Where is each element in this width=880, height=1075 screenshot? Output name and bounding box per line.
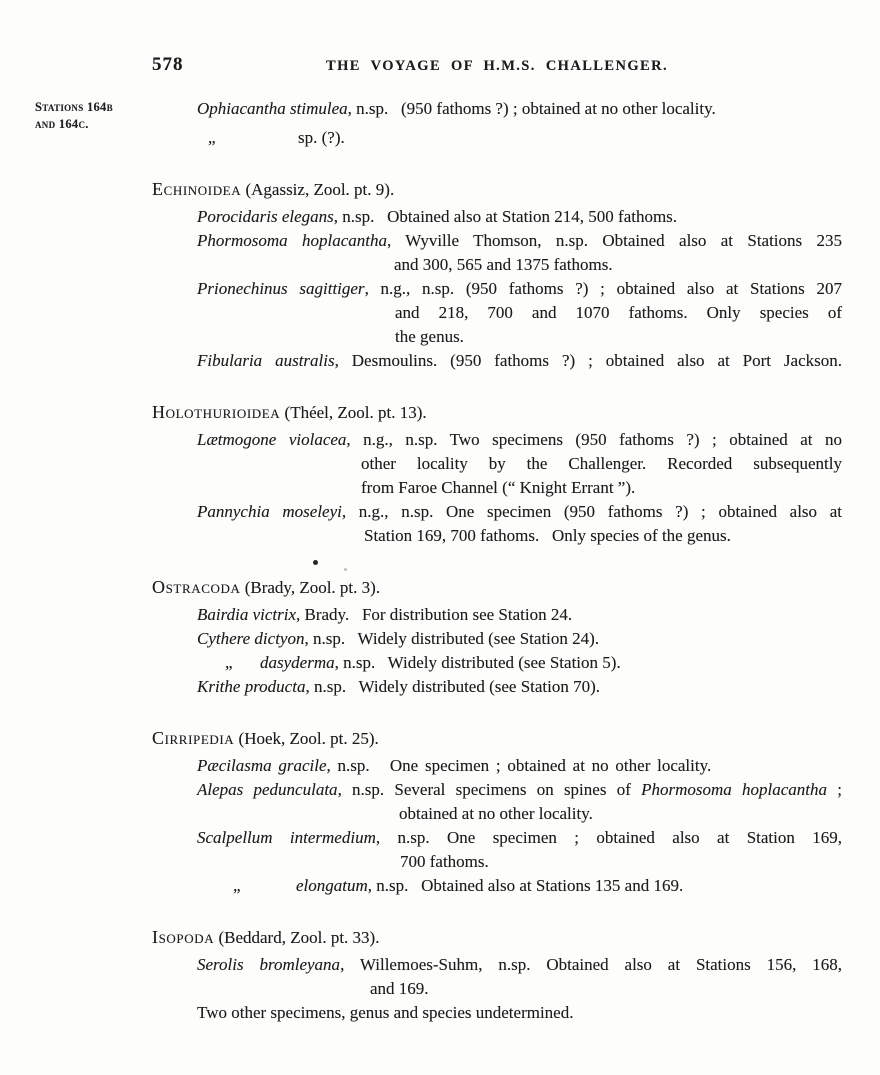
species-name: Serolis bromleyana <box>197 955 341 974</box>
species-entry-line <box>197 627 842 651</box>
species-name: Pæcilasma gracile <box>197 756 327 775</box>
page-header <box>152 55 842 75</box>
entry-description: , n.g., n.sp. Two specimens (950 fathoms ?) ; obtained at no <box>346 430 842 449</box>
species-entry-line <box>197 428 842 452</box>
species-name: dasyderma <box>260 653 335 672</box>
entry-continuation-line: and 218, 700 and 1070 fathoms. Only species of <box>395 303 842 322</box>
section-holothurioidea <box>152 400 842 548</box>
ditto-mark: „ <box>208 128 216 147</box>
species-entry-line <box>197 754 842 778</box>
species-name: Fibularia australis <box>197 351 335 370</box>
entry-continuation-line: the genus. <box>395 327 464 346</box>
running-header: THE VOYAGE OF H.M.S. CHALLENGER. <box>326 58 668 74</box>
species-entry-line <box>197 826 842 850</box>
entry-description: , Brady. For distribution see Station 24. <box>296 605 573 624</box>
entry-description: , n.g., n.sp. One specimen (950 fathoms ?) ; obtained also at <box>341 502 842 521</box>
species-name: Ophiacantha stimulea <box>197 99 348 118</box>
entry-description: , n.sp. (950 fathoms ?) ; obtained at no other locality. <box>347 99 716 118</box>
species-name: Porocidaris elegans <box>197 207 334 226</box>
entry-description: , Willemoes-Suhm, n.sp. Obtained also at Stations 156, 168, <box>340 955 842 974</box>
species-entry-line <box>197 603 842 627</box>
entry-description: , n.sp. Widely distributed (see Station 5). <box>334 653 621 672</box>
entry-continuation-line: other locality by the Challenger. Recorded subsequently <box>361 454 842 473</box>
species-name: Lætmogone violacea <box>197 430 347 449</box>
species-name: Bairdia victrix <box>197 605 296 624</box>
ditto-mark: „ <box>225 653 233 672</box>
ditto-entry-line <box>208 126 842 150</box>
referenced-species-name: Phormosoma hoplacantha <box>641 780 828 799</box>
section-heading <box>152 177 842 202</box>
ditto-mark: „ <box>233 876 241 895</box>
section-heading <box>152 925 842 950</box>
ink-spot <box>344 568 347 571</box>
species-entry-line <box>197 205 842 229</box>
entry-continuation-line: 700 fathoms. <box>400 852 489 871</box>
entry-description: ; <box>827 780 842 799</box>
section-heading <box>152 400 842 425</box>
entry-description: , n.sp. Obtained also at Station 214, 500 fathoms. <box>333 207 678 226</box>
section-heading <box>152 575 842 600</box>
species-entry-line <box>197 277 842 301</box>
species-name: Krithe producta <box>197 677 306 696</box>
species-entry-line <box>197 675 842 699</box>
species-entry-line <box>197 349 842 373</box>
text-column <box>152 55 842 1025</box>
section-reference: (Beddard, Zool. pt. 33). <box>214 928 380 947</box>
entry-description: sp. (?). <box>298 128 345 147</box>
species-name: Alepas pedunculata <box>197 780 338 799</box>
species-name: elongatum <box>296 876 368 895</box>
entry-continuation-line: from Faroe Channel (“ Knight Errant ”). <box>361 478 636 497</box>
species-name: Prionechinus sagittiger <box>197 279 365 298</box>
section-reference: (Brady, Zool. pt. 3). <box>240 578 381 597</box>
entry-continuation-line: and 300, 565 and 1375 fathoms. <box>394 255 613 274</box>
species-entry-line <box>197 778 842 802</box>
section-reference: (Agassiz, Zool. pt. 9). <box>241 180 395 199</box>
ditto-entry-line <box>233 874 842 898</box>
entry-description: , n.sp. Widely distributed (see Station 24). <box>304 629 600 648</box>
taxon-name: Ostracoda <box>152 577 241 597</box>
entry-description: , n.sp. One specimen ; obtained also at Station 169, <box>375 828 843 847</box>
entry-description: , Wyville Thomson, n.sp. Obtained also at Stations 235 <box>387 231 842 250</box>
species-entry-line <box>197 500 842 524</box>
closing-note-line: Two other specimens, genus and species undetermined. <box>197 1003 574 1022</box>
margin-note-line-2: and 164c. <box>35 117 89 131</box>
section-ostracoda <box>152 575 842 699</box>
entry-continuation-line: and 169. <box>370 979 429 998</box>
entry-description: , n.sp. One specimen ; obtained at no other locality. <box>326 756 712 775</box>
ditto-entry-line <box>225 651 842 675</box>
taxon-name: Isopoda <box>152 927 215 947</box>
entry-description: , n.sp. Several specimens on spines of <box>337 780 642 799</box>
taxon-name: Cirripedia <box>152 728 235 748</box>
species-entry-line <box>197 97 842 121</box>
species-entry-line <box>197 229 842 253</box>
species-name: Pannychia moseleyi <box>197 502 342 521</box>
taxon-name: Holothurioidea <box>152 402 281 422</box>
text-block <box>152 97 842 1025</box>
entry-description: , n.g., n.sp. (950 fathoms ?) ; obtained also at Stations 207 <box>364 279 843 298</box>
species-name: Cythere dictyon <box>197 629 305 648</box>
species-entry-line <box>197 953 842 977</box>
page-number: 578 <box>152 54 184 75</box>
section-reference: (Hoek, Zool. pt. 25). <box>234 729 379 748</box>
entry-continuation-line: Station 169, 700 fathoms. Only species of the genus. <box>364 526 731 545</box>
species-name: Phormosoma hoplacantha <box>197 231 388 250</box>
margin-note-line-1: Stations 164b <box>35 100 113 114</box>
ink-spot <box>313 560 318 565</box>
entry-continuation-line: obtained at no other locality. <box>399 804 593 823</box>
section-echinoidea <box>152 177 842 373</box>
entry-description: , n.sp. Obtained also at Stations 135 and 169. <box>367 876 684 895</box>
taxon-name: Echinoidea <box>152 179 242 199</box>
species-name: Scalpellum intermedium <box>197 828 376 847</box>
section-cirripedia <box>152 726 842 898</box>
section-heading <box>152 726 842 751</box>
margin-note <box>35 99 165 133</box>
entry-description: , Desmoulins. (950 fathoms ?) ; obtained also at Port Jackson. <box>334 351 842 370</box>
entry-description: , n.sp. Widely distributed (see Station 70). <box>305 677 601 696</box>
section-reference: (Théel, Zool. pt. 13). <box>280 403 427 422</box>
section-isopoda <box>152 925 842 1025</box>
